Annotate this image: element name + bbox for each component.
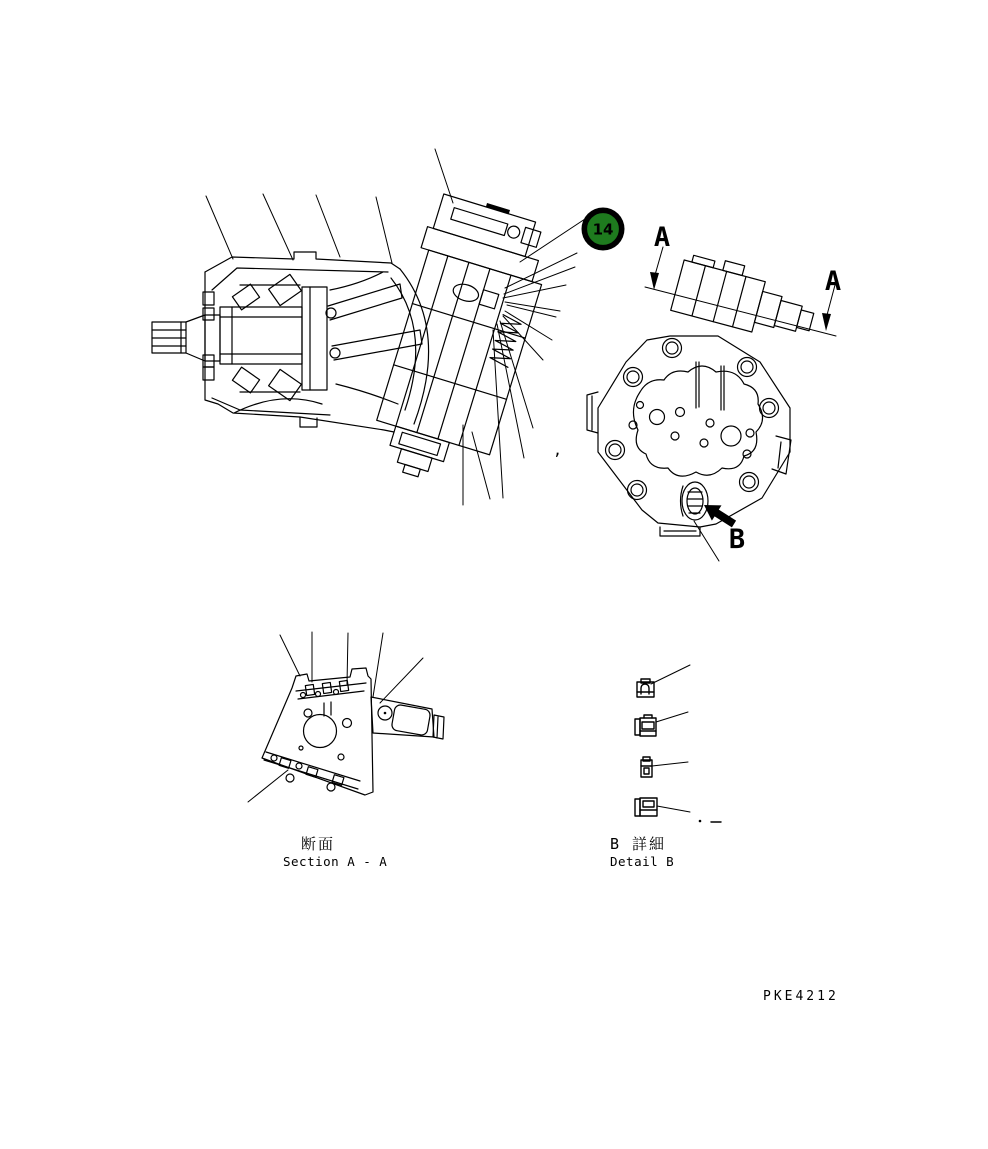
detail-marker-b: B — [728, 524, 746, 555]
caption-section-en: Section A - A — [283, 854, 388, 869]
caption-detail-en: Detail B — [610, 854, 675, 869]
end-view-valve — [671, 250, 821, 346]
flange-bolt-holes — [606, 339, 779, 500]
leader-lines-top — [206, 149, 453, 263]
section-aa-view — [248, 632, 444, 802]
part-balloon[interactable] — [520, 208, 625, 263]
main-section-view — [152, 149, 577, 505]
leader-lines-section-aa — [248, 632, 423, 802]
section-marker-a-left: A — [653, 222, 671, 253]
leader-lines-fan — [463, 253, 577, 505]
small-plug-icon — [641, 757, 688, 777]
caption-section-jp: 断面 — [301, 835, 336, 853]
section-marker-a-right: A — [824, 266, 842, 297]
section-line-a-a — [645, 247, 836, 336]
plug-fitting-icon — [637, 665, 690, 697]
detail-b-view — [635, 665, 721, 822]
tilted-valve-block — [357, 188, 563, 495]
section-arrow-icon — [822, 313, 831, 331]
end-view — [587, 247, 836, 561]
flanged-plug-icon — [635, 712, 688, 736]
caption-detail-jp: B 詳細 — [610, 835, 667, 853]
detail-b-target-plug — [681, 482, 720, 561]
stray-dot — [699, 820, 702, 823]
section-arrow-icon — [650, 272, 659, 290]
drawing-code: PKE4212 — [763, 989, 839, 1004]
stray-comma: , — [553, 441, 563, 459]
flanged-plug-icon-2 — [635, 798, 690, 816]
balloon-number: 14 — [592, 220, 614, 239]
